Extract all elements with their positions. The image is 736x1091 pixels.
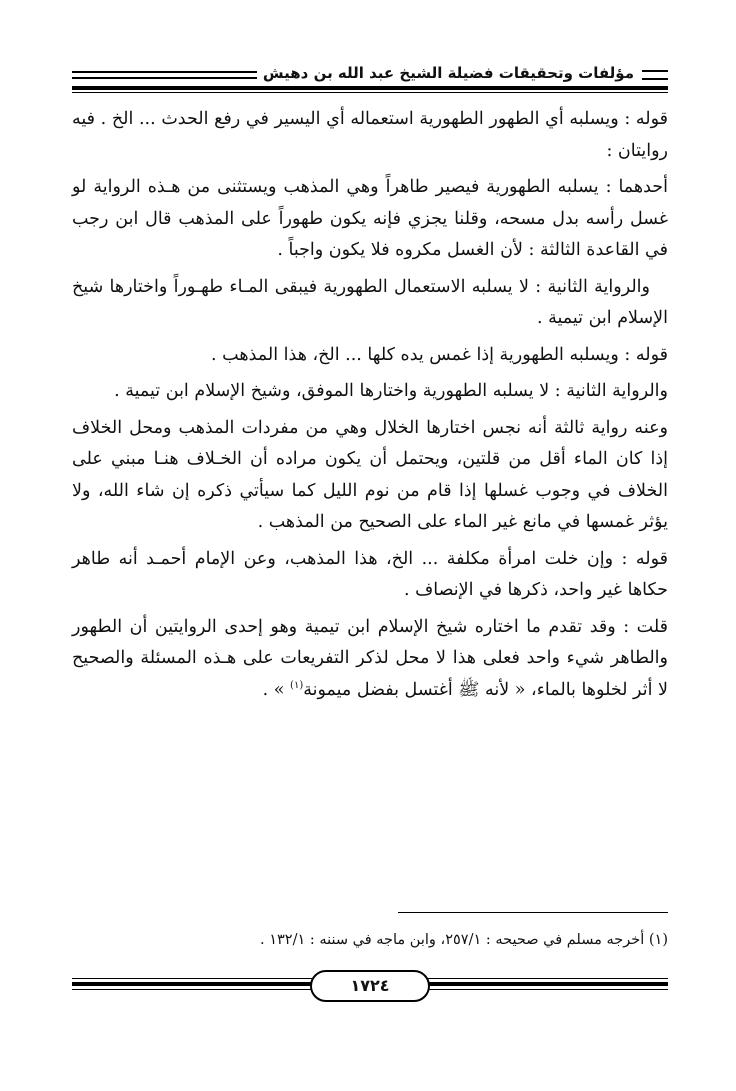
- paragraph-2: أحدهما : يسلبه الطهورية فيصير طاهراً وهي المذهب ويستثنى من هـذه الرواية لو غسل رأسه بدل مسحه، وقلنا يجزي فإنه يكون طهوراً على المذهب قال ابن رجب في القاعدة الثالثة : لأن الغسل مكروه فلا يكون واجباً .: [72, 177, 668, 260]
- footnote-reference: (١): [290, 679, 304, 691]
- paragraph-4: قوله : ويسلبه الطهورية إذا غمس يده كلها ... الخ، هذا المذهب .: [211, 344, 668, 365]
- main-text: [72, 104, 668, 711]
- page-footer: [72, 968, 668, 1008]
- footnote-separator: [398, 912, 668, 913]
- header-double-rule: [72, 71, 272, 79]
- page-header: [72, 62, 668, 86]
- paragraph-8-text: قلت : وقد تقدم ما اختاره شيخ الإسلام ابن تيمية وهو إحدى الروايتين أن الطهور والطاهر شيء واحد فعلى هذا لا محل لذكر التفريعات على هـذه المسئلة والصحيح لا أثر لخلوها بالماء، « لأنه ﷺ أغتسل بفضل ميمونة: [72, 616, 668, 700]
- paragraph-8: [72, 612, 668, 707]
- paragraph-8-closing: » .: [262, 679, 291, 700]
- header-dash-ornament: [642, 70, 668, 80]
- paragraph-3: والرواية الثانية : لا يسلبه الاستعمال الطهورية فيبقى المـاء طهـوراً واختارها شيخ الإسلام ابن تيمية .: [72, 276, 668, 328]
- paragraph-1: قوله : ويسلبه أي الطهور الطهورية استعماله أي اليسير في رفع الحدث ... الخ . فيه روايتان :: [72, 109, 668, 161]
- header-thin-rule: [72, 92, 668, 93]
- footnote: (١) أخرجه مسلم في صحيحه : ٢٥٧/١، وابن ماجه في سننه : ١٣٢/١ .: [259, 932, 668, 948]
- paragraph-6: وعنه رواية ثالثة أنه نجس اختارها الخلال وهي من مفردات المذهب ومحل الخلاف إذا كان الماء أقل من قلتين، ويحتمل أن يكون مراده أن الخـلاف هنـا مبني على الخلاف في وجوب غسلها إذا قام من نوم الليل كما سيأتي ذكره إن شاء الله، ولا يؤثر غمسها في مانع غير الماء على الصحيح من المذهب .: [72, 417, 668, 532]
- paragraph-5: والرواية الثانية : لا يسلبه الطهورية واختارها الموفق، وشيخ الإسلام ابن تيمية .: [114, 381, 668, 401]
- paragraph-7: قوله : وإن خلت امرأة مكلفة ... الخ، هذا المذهب، وعن الإمام أحمـد أنه طاهر حكاها غير واحد، ذكرها في الإنصاف .: [72, 548, 668, 600]
- header-thick-rule: [72, 86, 668, 90]
- header-title: مؤلفات وتحقيقات فضيلة الشيخ عبد الله بن دهيش: [257, 62, 640, 84]
- page-number: ١٧٢٤: [310, 970, 430, 1002]
